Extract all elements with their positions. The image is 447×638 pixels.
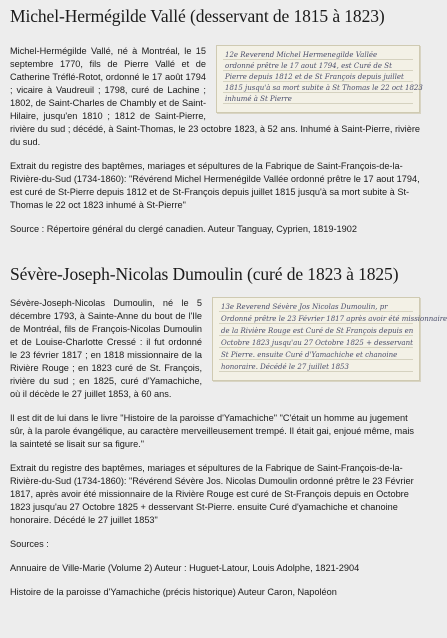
- bio-valle: Michel-Hermégilde Vallé, né à Montréal, le 15 septembre 1770, fils de Pierre Vallé et de Catherine Tréflé-Rotot, ordonné le 17 août 1794 ; vicaire à Vaudreuil ; 1798, curé de Lachine ; 1802, de Saint-Charles de Chambly et de Saint-Hilaire, jusqu'en 1810 ; 1812 de Saint-Pierre, rivière du sud ; décédé, à Saint-Thomas, le 23 octobre 1823, à 52 ans. Inhumé à Saint-Pierre, rivière du sud.: [10, 46, 420, 147]
- manuscript-line: inhumé à St Pierre: [225, 95, 292, 103]
- section-title-valle: Michel-Hermégilde Vallé (desservant de 1815 à 1823): [10, 6, 385, 26]
- manuscript-line: St Pierre. ensuite Curé d'Yamachiche et chanoine: [221, 351, 398, 359]
- manuscript-scan: [216, 45, 423, 113]
- manuscript-line: ordonné prêtre le 17 aout 1794, est Curé de St: [225, 62, 392, 70]
- source-histoire: Histoire de la paroisse d'Yamachiche (précis historique) Auteur Caron, Napoléon: [10, 587, 337, 597]
- manuscript-line: 12e Reverend Michel Hermenegilde Vallée: [225, 51, 378, 59]
- manuscript-scan: [212, 297, 447, 381]
- manuscript-line: Ordonné prêtre le 23 Février 1817 après avoir été missionnaire: [221, 315, 447, 323]
- manuscript-line: Pierre depuis 1812 et de St François depuis juillet: [225, 73, 404, 81]
- extract-dumoulin: Extrait du registre des baptêmes, mariages et sépultures de la Fabrique de Saint-François-de-la-Rivière-du-Sud (1734-1860): "Révérend Sévère Jos. Nicolas Dumoulin ordonné prêtre le 23 Février 1817, après avoir été missionnaire de la Rivière Rouge est curé de St-François depuis en Octobre 1823 jusqu'au 27 Octobre 1825 + desservant St-Pierre. ensuite Curé d'yamachiche et chanoine honoraire. Décédé le 27 juillet 1853": [10, 463, 414, 525]
- quote-dumoulin: Il est dit de lui dans le livre "Histoire de la paroisse d'Yamachiche" "C'était un homme au jugement sûr, à la parole évangélique, au caractère merveilleusement trempé. Il était gai, enjoué même, mais la sainteté se lisait sur sa figure.": [10, 413, 414, 449]
- sources-label: Sources :: [10, 539, 49, 549]
- manuscript-line: honoraire. Décédé le 27 juillet 1853: [221, 363, 349, 371]
- bio-dumoulin: Sévère-Joseph-Nicolas Dumoulin, né le 5 décembre 1793, à Sainte-Anne du bout de l'Ile de Montréal, fils de François-Nicolas Dumoulin et de Louise-Charlotte Cressé : il fut ordonné le 23 février 1817 ; en 1818 missionnaire de la Rivière Rouge ; en 1823 curé de St. François, rivière du sud ; en 1825, curé d'Yamachiche, où il décède le 27 juillet 1853, à 60 ans.: [10, 298, 202, 399]
- source-valle: Source : Répertoire général du clergé canadien. Auteur Tanguay, Cyprien, 1819-1902: [10, 224, 357, 234]
- manuscript-line: de la Rivière Rouge est Curé de St François depuis en: [221, 327, 414, 335]
- section-title-dumoulin: Sévère-Joseph-Nicolas Dumoulin (curé de 1823 à 1825): [10, 264, 399, 284]
- source-annuaire: Annuaire de Ville-Marie (Volume 2) Auteur : Huguet-Latour, Louis Adolphe, 1821-2904: [10, 563, 360, 573]
- manuscript-line: 1815 jusqu'à sa mort subite à St Thomas le 22 oct 1823: [225, 84, 423, 92]
- extract-valle: Extrait du registre des baptêmes, mariages et sépultures de la Fabrique de Saint-François-de-la-Rivière-du-Sud (1734-1860): "Révérend Michel Hermenégilde Vallée ordonné prêtre le 17 aout 1794, est curé de St-Pierre depuis 1812 et de St-François depuis juillet 1815 jusqu'à sa mort subite à St-Thomas le 22 oct 1823 inhumé à St-Pierre": [10, 161, 420, 210]
- manuscript-image-valle: [216, 45, 423, 113]
- manuscript-image-dumoulin: [212, 297, 447, 381]
- manuscript-line: 13e Reverend Sévère Jos Nicolas Dumoulin, pr: [221, 303, 388, 311]
- manuscript-line: Octobre 1823 jusqu'au 27 Octobre 1825 + desservant: [221, 339, 413, 347]
